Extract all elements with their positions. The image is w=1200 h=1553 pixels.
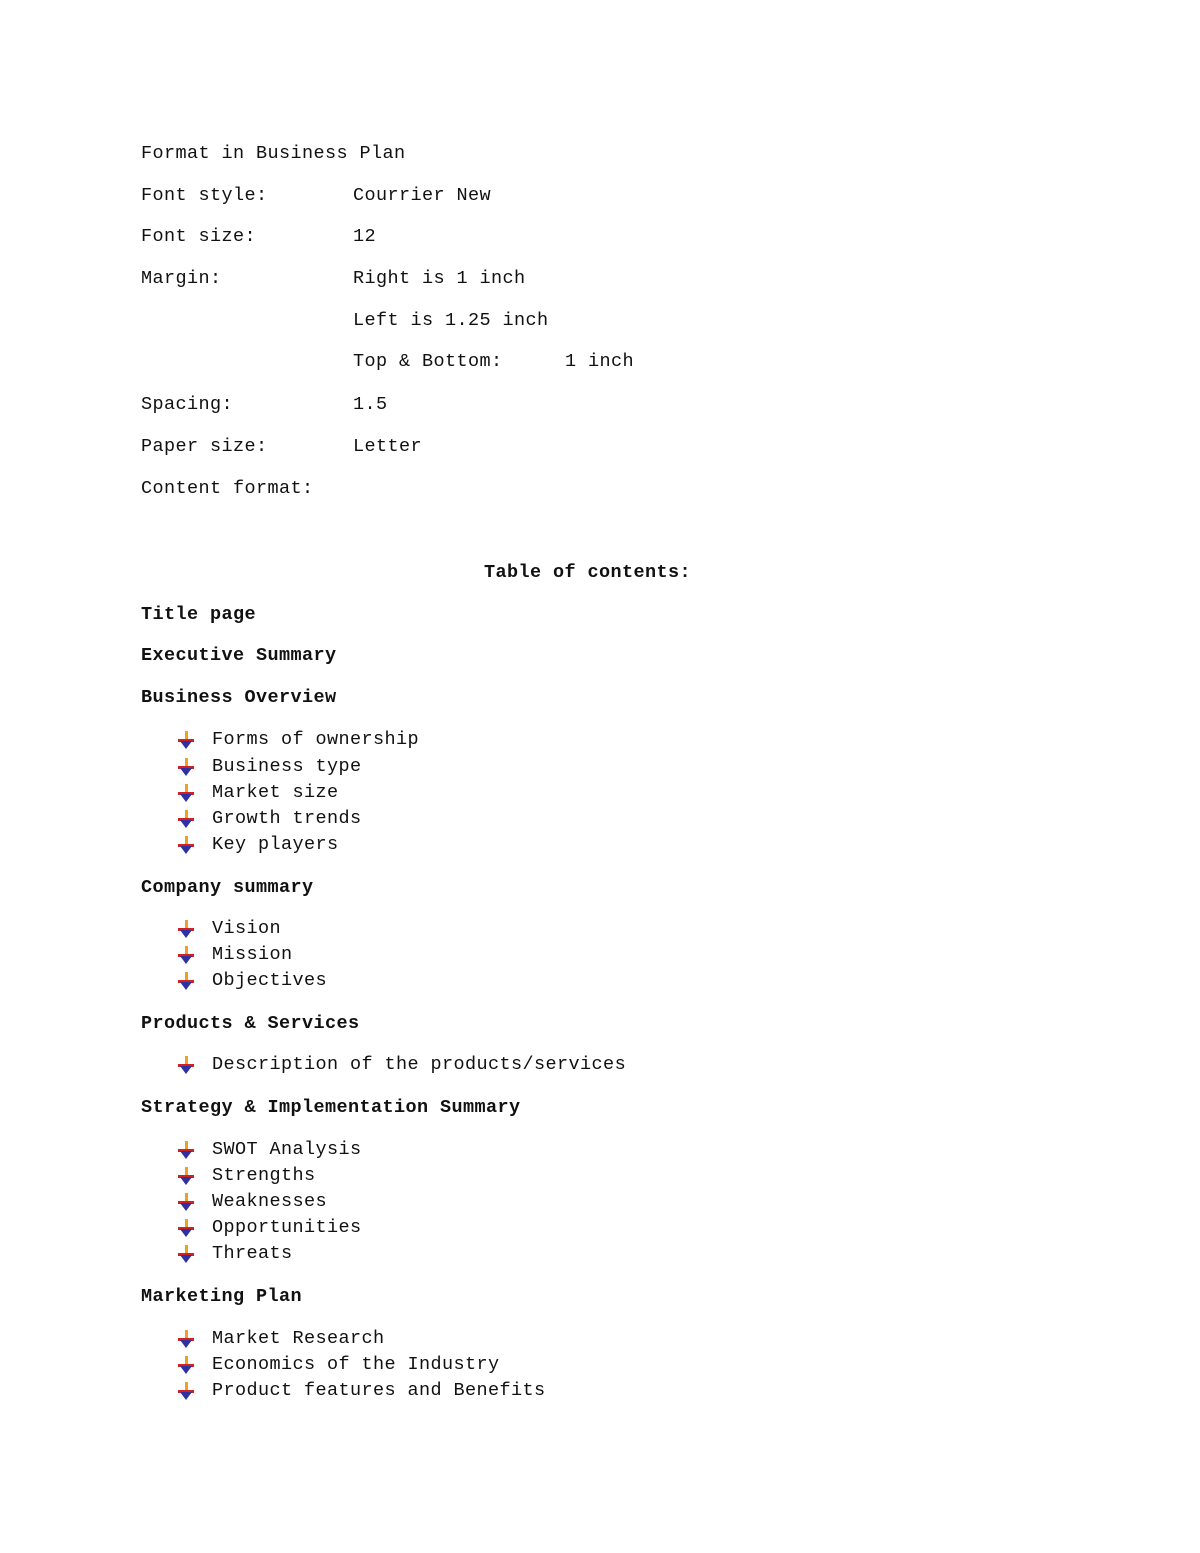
format-label-spacing: Spacing: bbox=[141, 394, 234, 415]
section-heading-title-page: Title page bbox=[141, 604, 257, 625]
list-item-label: Objectives bbox=[212, 970, 328, 991]
list-item-label: Threats bbox=[212, 1243, 293, 1264]
list-item bbox=[176, 754, 362, 780]
list-item bbox=[176, 968, 327, 994]
list-item bbox=[176, 1326, 385, 1352]
list-item bbox=[176, 727, 419, 753]
arrow-down-bullet-icon bbox=[176, 757, 196, 777]
arrow-down-bullet-icon bbox=[176, 1381, 196, 1401]
list-item bbox=[176, 1163, 316, 1189]
list-item-label: Growth trends bbox=[212, 808, 362, 829]
list-item-label: Forms of ownership bbox=[212, 729, 420, 750]
list-item-label: Economics of the Industry bbox=[212, 1354, 500, 1375]
list-item-label: SWOT Analysis bbox=[212, 1139, 362, 1160]
list-item bbox=[176, 806, 362, 832]
format-value-margin-right: Right is 1 inch bbox=[353, 268, 526, 289]
list-item bbox=[176, 832, 339, 858]
arrow-down-bullet-icon bbox=[176, 809, 196, 829]
format-value-font-style: Courrier New bbox=[353, 185, 492, 206]
format-value-margin-top-bottom-amount: 1 inch bbox=[565, 351, 635, 372]
list-item-label: Opportunities bbox=[212, 1217, 362, 1238]
arrow-down-bullet-icon bbox=[176, 783, 196, 803]
list-item bbox=[176, 1378, 546, 1404]
list-item bbox=[176, 1137, 362, 1163]
list-item-label: Market Research bbox=[212, 1328, 385, 1349]
arrow-down-bullet-icon bbox=[176, 730, 196, 750]
format-value-margin-left: Left is 1.25 inch bbox=[353, 310, 549, 331]
section-heading-executive-summary: Executive Summary bbox=[141, 645, 337, 666]
list-item bbox=[176, 942, 293, 968]
list-item-label: Weaknesses bbox=[212, 1191, 328, 1212]
toc-heading: Table of contents: bbox=[484, 562, 692, 583]
section-heading-strategy-implementation: Strategy & Implementation Summary bbox=[141, 1097, 521, 1118]
arrow-down-bullet-icon bbox=[176, 1329, 196, 1349]
list-item-label: Strengths bbox=[212, 1165, 316, 1186]
section-heading-business-overview: Business Overview bbox=[141, 687, 337, 708]
arrow-down-bullet-icon bbox=[176, 945, 196, 965]
list-item-label: Vision bbox=[212, 918, 282, 939]
section-heading-company-summary: Company summary bbox=[141, 877, 314, 898]
format-label-margin: Margin: bbox=[141, 268, 222, 289]
list-item-label: Key players bbox=[212, 834, 339, 855]
arrow-down-bullet-icon bbox=[176, 1355, 196, 1375]
arrow-down-bullet-icon bbox=[176, 919, 196, 939]
section-heading-products-services: Products & Services bbox=[141, 1013, 360, 1034]
format-label-content-format: Content format: bbox=[141, 478, 314, 499]
document-title: Format in Business Plan bbox=[141, 143, 406, 164]
list-item bbox=[176, 1215, 362, 1241]
list-item-label: Market size bbox=[212, 782, 339, 803]
list-item bbox=[176, 1189, 327, 1215]
list-item bbox=[176, 1052, 626, 1078]
list-item bbox=[176, 1241, 293, 1267]
arrow-down-bullet-icon bbox=[176, 1192, 196, 1212]
arrow-down-bullet-icon bbox=[176, 971, 196, 991]
list-item-label: Description of the products/services bbox=[212, 1054, 627, 1075]
list-item-label: Business type bbox=[212, 756, 362, 777]
format-label-font-style: Font style: bbox=[141, 185, 268, 206]
list-item bbox=[176, 916, 281, 942]
list-item-label: Product features and Benefits bbox=[212, 1380, 546, 1401]
format-label-paper-size: Paper size: bbox=[141, 436, 268, 457]
arrow-down-bullet-icon bbox=[176, 1218, 196, 1238]
arrow-down-bullet-icon bbox=[176, 1244, 196, 1264]
format-value-spacing: 1.5 bbox=[353, 394, 388, 415]
arrow-down-bullet-icon bbox=[176, 1055, 196, 1075]
format-value-font-size: 12 bbox=[353, 226, 377, 247]
list-item bbox=[176, 1352, 500, 1378]
list-item-label: Mission bbox=[212, 944, 293, 965]
arrow-down-bullet-icon bbox=[176, 1140, 196, 1160]
format-value-margin-top-bottom: Top & Bottom: bbox=[353, 351, 503, 372]
arrow-down-bullet-icon bbox=[176, 1166, 196, 1186]
format-label-font-size: Font size: bbox=[141, 226, 257, 247]
format-value-paper-size: Letter bbox=[353, 436, 423, 457]
list-item bbox=[176, 780, 339, 806]
arrow-down-bullet-icon bbox=[176, 835, 196, 855]
section-heading-marketing-plan: Marketing Plan bbox=[141, 1286, 303, 1307]
